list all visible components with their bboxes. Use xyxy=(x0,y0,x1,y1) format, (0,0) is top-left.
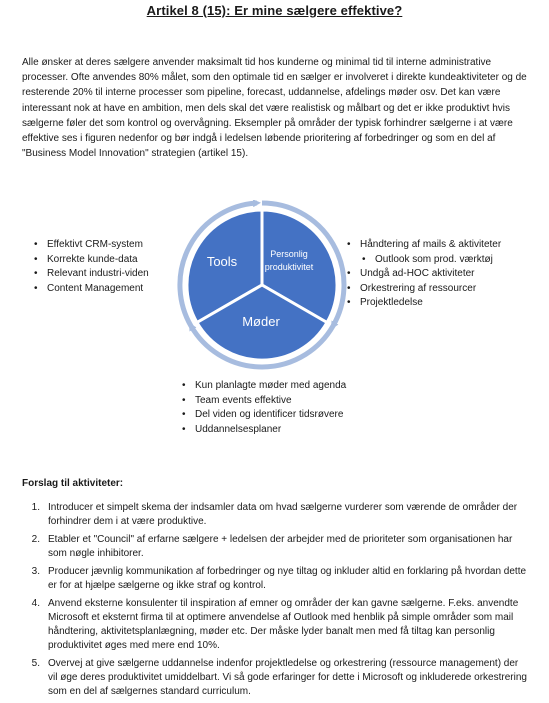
list-item: • Korrekte kunde-data xyxy=(32,253,149,268)
list-number: 1. xyxy=(31,502,40,513)
cycle-diagram-svg xyxy=(177,200,347,370)
list-text: Overvej at give sælgerne uddannelse indenfor projektledelse og orkestrering (ressource management) der vil øge deres produktivitet umiddelbart. Vi så gode erfaringer for dette i Microsoft og inkluderede orkestrering som en del af sælgernes standard curriculum. xyxy=(48,658,527,697)
list-item: • Outlook som prod. værktøj xyxy=(345,253,501,268)
list-item xyxy=(22,597,527,653)
list-text: Producer jævnlig kommunikation af forbedringer og nye tiltag og inkluder altid en forklaring på hvordan dette er for at hjælpe sælgerne og ikke straf og kontrol. xyxy=(48,566,527,591)
list-item: • Projektledelse xyxy=(345,296,501,311)
list-item xyxy=(22,501,527,529)
list-item: • Uddannelsesplaner xyxy=(180,423,346,438)
segment-label-personal-line1: Personlig xyxy=(270,249,308,259)
list-number: 4. xyxy=(31,598,40,609)
list-item xyxy=(22,565,527,593)
list-item: • Effektivt CRM-system xyxy=(32,238,149,253)
tools-bullet-list xyxy=(32,238,149,296)
list-item: • Håndtering af mails & aktiviteter xyxy=(345,238,501,253)
article-title: Artikel 8 (15): Er mine sælgere effektive? xyxy=(146,3,403,18)
activities-heading: Forslag til aktiviteter: xyxy=(22,478,124,489)
list-text: Etabler et "Council" af erfarne sælgere + ledelsen der arbejder med de prioriteter som organisationen har som nøgle inhibitorer. xyxy=(48,534,513,559)
list-item xyxy=(22,533,527,561)
segment-label-tools: Tools xyxy=(206,254,238,269)
segment-label-personal-line2: produktivitet xyxy=(264,262,314,272)
list-number: 5. xyxy=(31,658,40,669)
activities-list xyxy=(22,501,527,703)
cycle-diagram xyxy=(177,200,347,370)
list-text: Introducer et simpelt skema der indsamler data om hvad sælgerne vurderer som værende de områder der forhindrer dem i at være produktive. xyxy=(48,502,518,527)
list-text: Anvend eksterne konsulenter til inspiration af emner og områder der kan gavne sælgerne. F.eks. anvendte Microsoft et eksternt firma til at optimere anvendelse af Outlook med henblik på simple områder som mail håndtering, aktivitetsplanlægning, møder etc. Der måske lyder banalt men med få tiltag kan personlig produktivitet øges med mere end 10%. xyxy=(48,598,519,651)
intro-paragraph: Alle ønsker at deres sælgere anvender maksimalt tid hos kunderne og minimal tid til interne administrative processer. Ofte anvendes 80% målet, som den optimale tid en sælger er involveret i direkte kundeaktiviteter og de resterende 20% til interne processer som pipeline, forecast, uddannelse, afdelings møder osv. Det kan være interessant nok at have en ambition, men dels skal det være realistisk og målbart og det er ikke produktivt hvis sælgerne føler det som kontrol og overvågning. Eksempler på områder der typisk forhindrer sælgerne i at være effektive ses i figuren nedenfor og bør indgå i ledelsen løbende prioritering af forbedringer og som en del af "Business Model Innovation" strategien (artikel 15). xyxy=(22,57,527,160)
list-item: • Relevant industri-viden xyxy=(32,267,149,282)
list-item: • Orkestrering af ressourcer xyxy=(345,282,501,297)
segment-label-meetings: Møder xyxy=(242,314,280,329)
list-number: 3. xyxy=(31,566,40,577)
list-item: • Team events effektive xyxy=(180,394,346,409)
list-item: • Kun planlagte møder med agenda xyxy=(180,379,346,394)
list-item: • Content Management xyxy=(32,282,149,297)
meeting-bullet-list xyxy=(180,379,346,437)
list-item: • Del viden og identificer tidsrøvere xyxy=(180,408,346,423)
list-item xyxy=(22,657,527,699)
list-number: 2. xyxy=(31,534,40,545)
list-item: • Undgå ad-HOC aktiviteter xyxy=(345,267,501,282)
personal-bullet-list xyxy=(345,238,501,311)
